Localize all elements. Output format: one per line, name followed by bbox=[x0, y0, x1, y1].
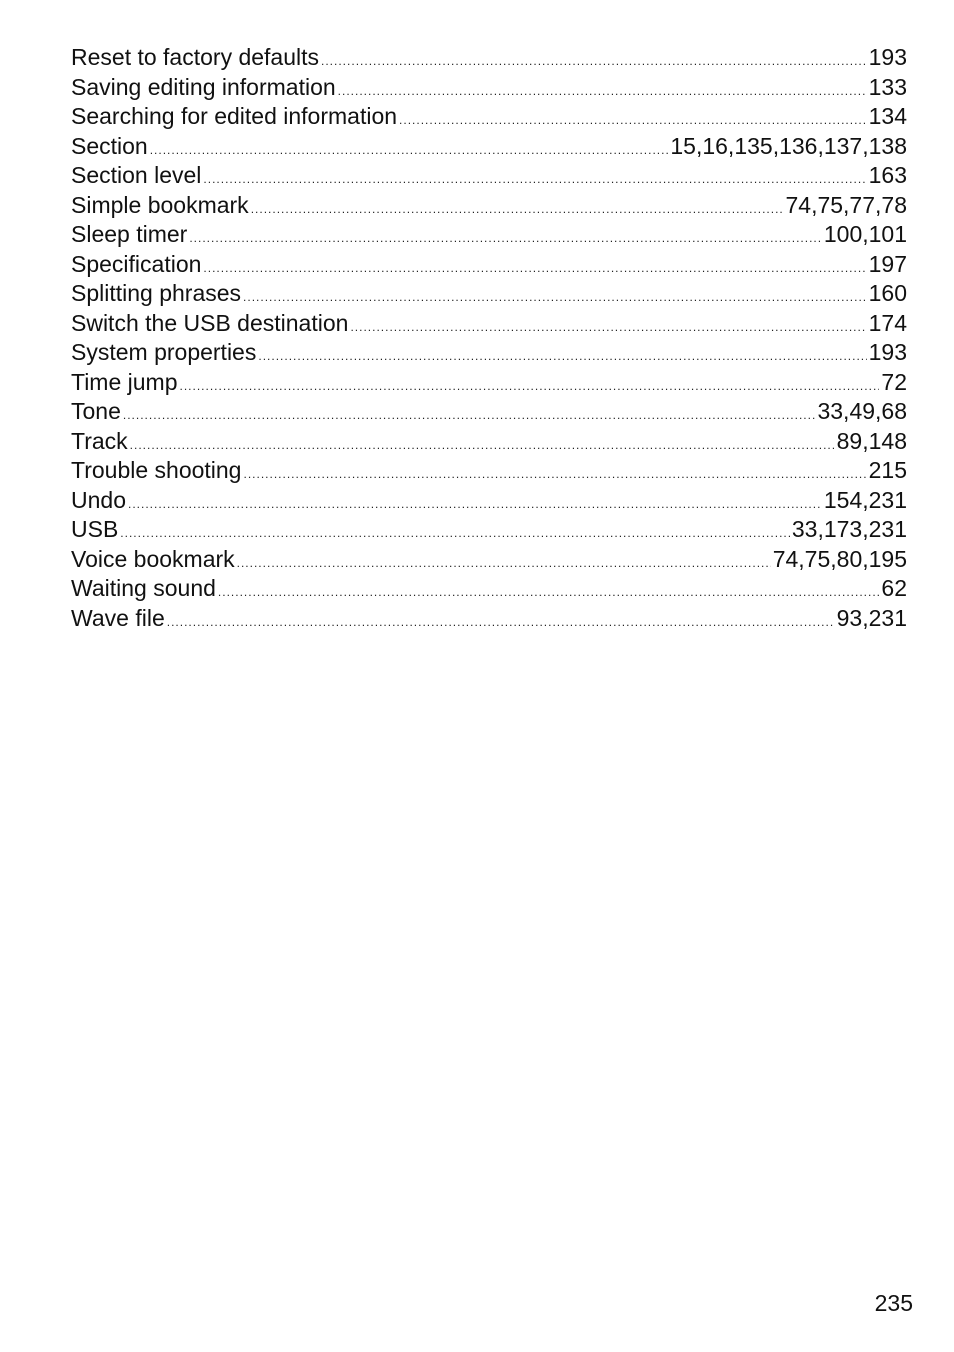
index-entry bbox=[71, 368, 907, 398]
index-term: Section level bbox=[71, 162, 202, 188]
index-term: Track bbox=[71, 427, 128, 454]
index-entry bbox=[71, 161, 907, 191]
index-term: Waiting sound bbox=[71, 575, 216, 601]
index-pages: 160 bbox=[868, 280, 907, 306]
index-term: Saving editing information bbox=[71, 73, 336, 100]
index-entry bbox=[71, 102, 907, 132]
dot-leader bbox=[258, 350, 866, 362]
index-entry bbox=[71, 574, 907, 604]
index-entry bbox=[71, 220, 907, 250]
dot-leader bbox=[123, 409, 816, 421]
index-pages: 100,101 bbox=[823, 221, 907, 247]
dot-leader bbox=[321, 55, 867, 67]
dot-leader bbox=[120, 527, 790, 539]
page-number: 235 bbox=[874, 1290, 913, 1316]
index-term: Time jump bbox=[71, 368, 178, 395]
index-pages: 174 bbox=[868, 309, 907, 336]
index-pages: 154,231 bbox=[823, 486, 907, 513]
index-entry bbox=[71, 545, 907, 575]
index-entry bbox=[71, 132, 907, 162]
index-pages: 74,75,77,78 bbox=[785, 191, 907, 218]
index-pages: 89,148 bbox=[836, 427, 907, 454]
dot-leader bbox=[203, 173, 866, 185]
index-term: Tone bbox=[71, 398, 121, 424]
index-entry bbox=[71, 515, 907, 545]
index-entry bbox=[71, 43, 907, 73]
index-list bbox=[71, 43, 907, 633]
index-pages: 133 bbox=[868, 73, 907, 100]
index-term: Voice bookmark bbox=[71, 545, 235, 572]
index-term: Searching for edited information bbox=[71, 103, 398, 129]
dot-leader bbox=[150, 144, 669, 156]
dot-leader bbox=[237, 557, 771, 569]
index-entry bbox=[71, 250, 907, 280]
index-entry bbox=[71, 309, 907, 339]
index-pages: 197 bbox=[868, 250, 907, 277]
index-entry bbox=[71, 279, 907, 309]
index-pages: 134 bbox=[868, 103, 907, 129]
dot-leader bbox=[130, 439, 835, 451]
index-pages: 193 bbox=[868, 339, 907, 365]
index-pages: 33,173,231 bbox=[791, 516, 907, 542]
dot-leader bbox=[338, 85, 867, 97]
index-term: Undo bbox=[71, 486, 126, 513]
index-entry bbox=[71, 486, 907, 516]
index-term: Section bbox=[71, 132, 148, 159]
index-term: USB bbox=[71, 516, 119, 542]
index-term: Switch the USB destination bbox=[71, 309, 349, 336]
index-term: Reset to factory defaults bbox=[71, 44, 320, 70]
dot-leader bbox=[189, 232, 822, 244]
index-pages: 93,231 bbox=[836, 604, 907, 631]
index-term: Sleep timer bbox=[71, 221, 188, 247]
index-pages: 215 bbox=[868, 457, 907, 483]
index-pages: 72 bbox=[881, 368, 907, 395]
dot-leader bbox=[251, 203, 784, 215]
dot-leader bbox=[167, 616, 835, 628]
index-term: Trouble shooting bbox=[71, 457, 242, 483]
dot-leader bbox=[243, 291, 867, 303]
index-entry bbox=[71, 397, 907, 427]
index-pages: 62 bbox=[881, 575, 907, 601]
index-pages: 193 bbox=[868, 44, 907, 70]
dot-leader bbox=[399, 114, 867, 126]
dot-leader bbox=[203, 262, 866, 274]
index-entry bbox=[71, 456, 907, 486]
index-entry bbox=[71, 338, 907, 368]
index-entry bbox=[71, 73, 907, 103]
index-term: System properties bbox=[71, 339, 257, 365]
dot-leader bbox=[180, 380, 880, 392]
dot-leader bbox=[218, 586, 880, 598]
dot-leader bbox=[350, 321, 866, 333]
index-term: Wave file bbox=[71, 604, 165, 631]
dot-leader bbox=[243, 468, 866, 480]
dot-leader bbox=[128, 498, 822, 510]
index-entry bbox=[71, 604, 907, 634]
index-entry bbox=[71, 191, 907, 221]
index-pages: 163 bbox=[868, 162, 907, 188]
index-term: Simple bookmark bbox=[71, 191, 249, 218]
index-pages: 74,75,80,195 bbox=[772, 545, 907, 572]
index-pages: 33,49,68 bbox=[817, 398, 907, 424]
index-entry bbox=[71, 427, 907, 457]
index-term: Splitting phrases bbox=[71, 280, 242, 306]
index-pages: 15,16,135,136,137,138 bbox=[670, 132, 907, 159]
index-term: Specification bbox=[71, 250, 202, 277]
